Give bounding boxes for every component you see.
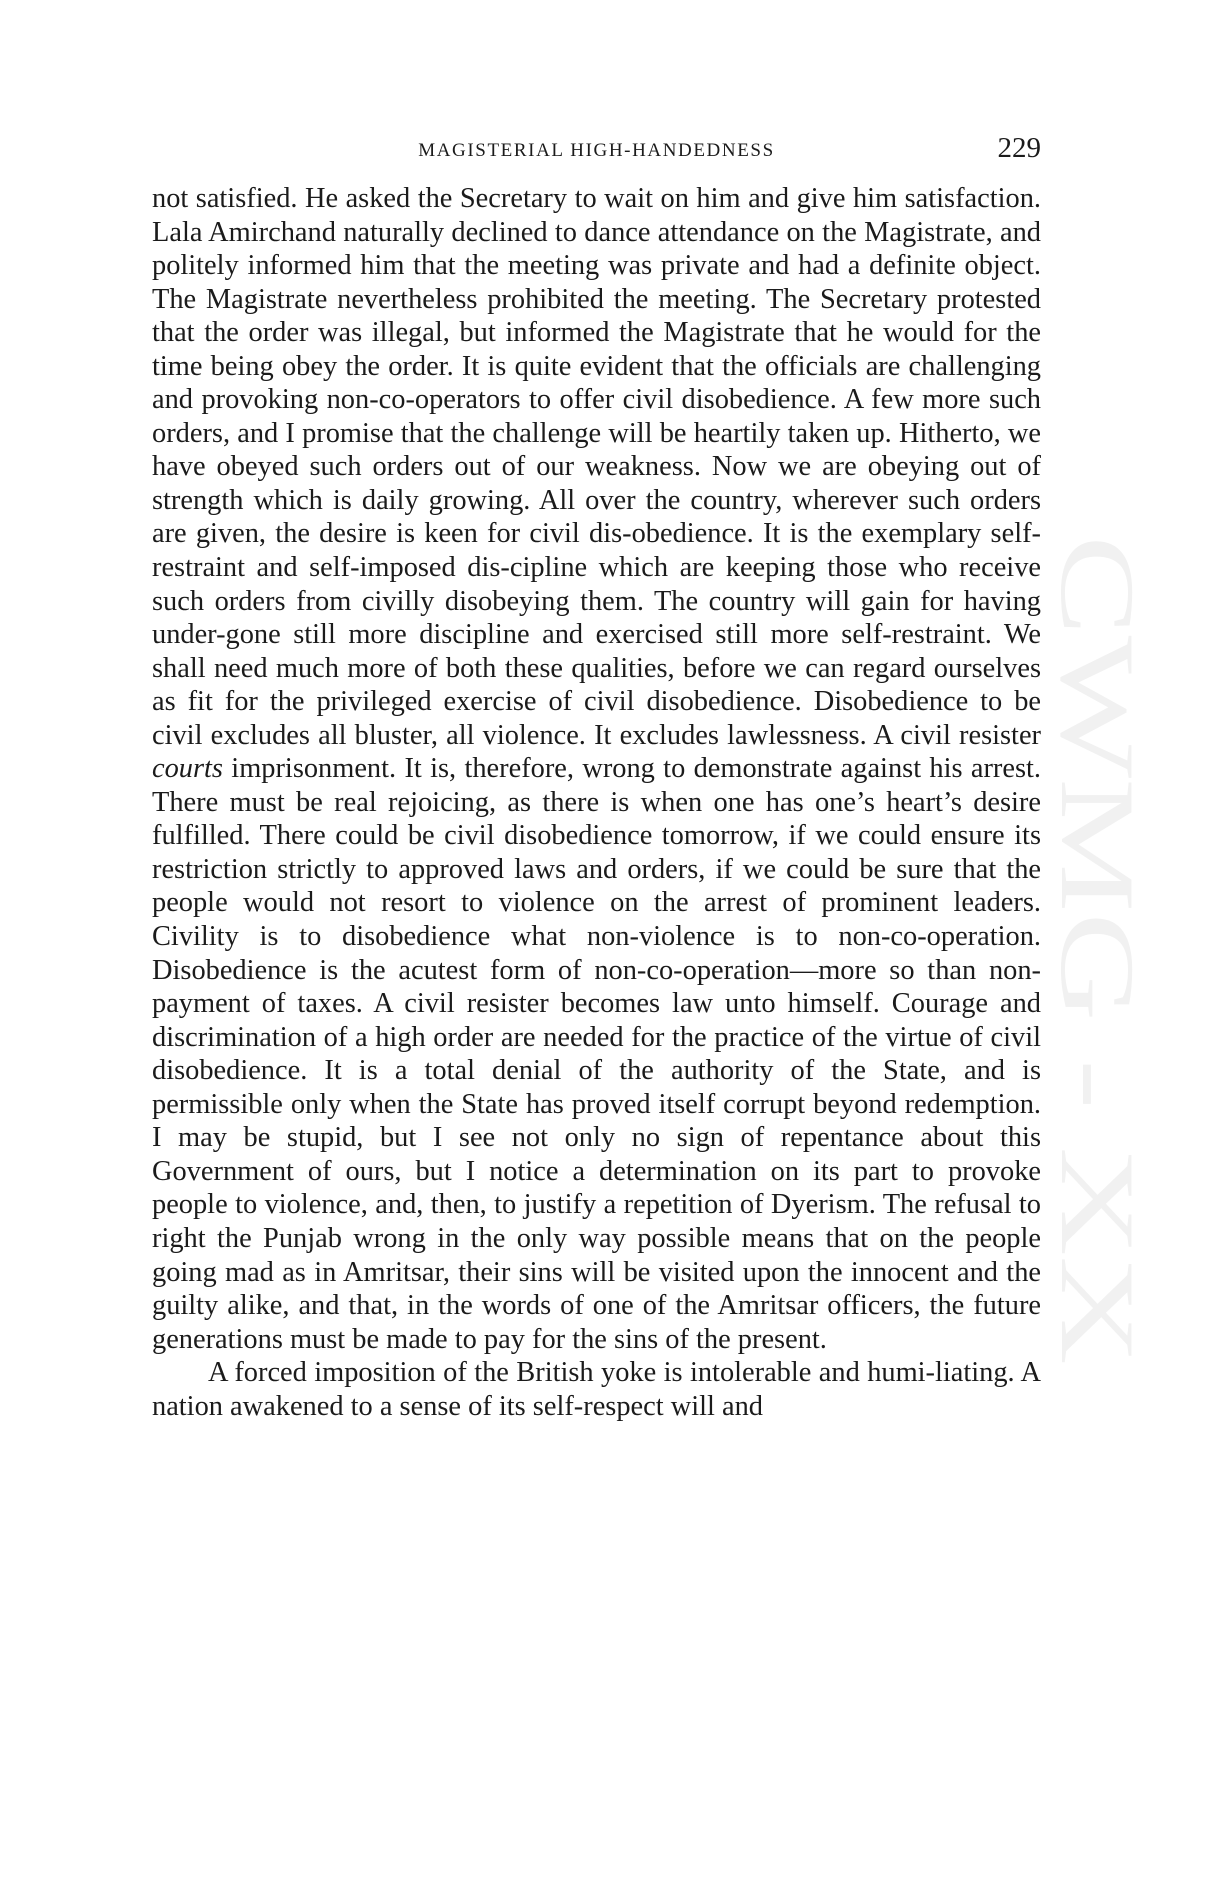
body-text <box>152 182 1041 1423</box>
paragraph-1-text-a: not satisfied. He asked the Secretary to wait on him and give him satisfaction. Lala Amirchand naturally declined to dance attendance on the Magistrate, and politely informed him that the meeting was private and had a definite object. The Magistrate nevertheless prohibited the meeting. The Secretary protested that the order was illegal, but informed the Magistrate that he would for the time being obey the order. It is quite evident that the officials are challenging and provoking non-co-operators to offer civil disobedience. A few more such orders, and I promise that the challenge will be heartily taken up. Hitherto, we have obeyed such orders out of our weakness. Now we are obeying out of strength which is daily growing. All over the country, wherever such orders are given, the desire is keen for civil dis-obedience. It is the exemplary self-restraint and self-imposed dis-cipline which are keeping those who receive such orders from civilly disobeying them. The country will gain for having under-gone still more discipline and exercised still more self-restraint. We shall need much more of both these qualities, before we can regard ourselves as fit for the privileged exercise of civil disobedience. Disobedience to be civil excludes all bluster, all violence. It excludes lawlessness. A civil resister <box>152 183 1041 751</box>
page-header <box>152 132 1041 172</box>
watermark-text: CWMG - XX <box>1039 535 1156 1118</box>
running-title: MAGISTERIAL HIGH-HANDEDNESS <box>418 140 775 161</box>
page-number: 229 <box>997 132 1041 164</box>
paragraph-1-text-b: imprisonment. It is, therefore, wrong to demonstrate against his arrest. There must be real rejoicing, as there is when one has one’s heart’s desire fulfilled. There could be civil disobedience tomorrow, if we could ensure its restriction strictly to approved laws and orders, if we could be sure that the people would not resort to violence on the arrest of prominent leaders. Civility is to disobedience what non-violence is to non-co-operation. Disobedience is the acutest form of non-co-operation—more so than non-payment of taxes. A civil resister becomes law unto himself. Courage and discrimination of a high order are needed for the practice of the virtue of civil disobedience. It is a total denial of the authority of the State, and is permissible only when the State has proved itself corrupt beyond redemption. I may be stupid, but I see not only no sign of repentance about this Government of ours, but I notice a determination on its part to provoke people to violence, and, then, to justify a repetition of Dyerism. The refusal to right the Punjab wrong in the only way possible means that on the people going mad as in Amritsar, their sins will be visited upon the innocent and the guilty alike, and that, in the words of one of the Amritsar officers, the future generations must be made to pay for the sins of the present. <box>152 753 1041 1355</box>
watermark <box>1039 535 1156 1365</box>
paragraph-2: A forced imposition of the British yoke is intolerable and humi-liating. A nation awakened to a sense of its self-respect will and <box>152 1357 1041 1422</box>
italic-courts: courts <box>152 753 223 785</box>
paragraph-1 <box>152 182 1041 1356</box>
